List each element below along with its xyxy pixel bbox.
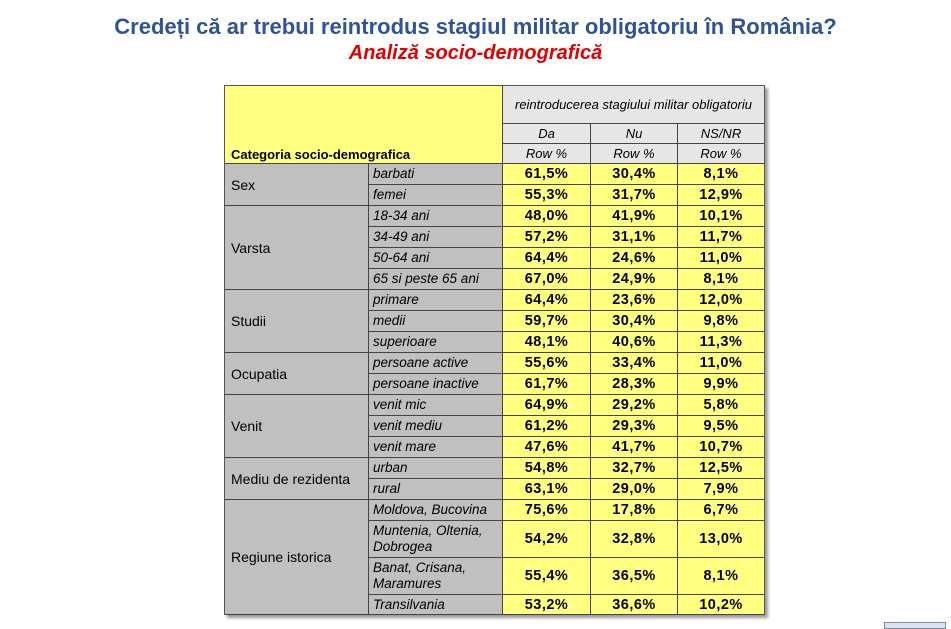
table-cell: 8,1% bbox=[678, 269, 764, 290]
table-cell: 36,5% bbox=[591, 558, 678, 595]
table-cell: 8,1% bbox=[678, 164, 764, 185]
table-cell: 57,2% bbox=[503, 227, 591, 248]
table-cell: 10,1% bbox=[678, 206, 764, 227]
row-label: venit mic bbox=[369, 395, 503, 416]
category-header: Categoria socio-demografica bbox=[225, 86, 503, 164]
page-title: Credeți că ar trebui reintrodus stagiul militar obligatoriu în România? bbox=[114, 14, 837, 39]
table-cell: 28,3% bbox=[591, 374, 678, 395]
table-cell: 23,6% bbox=[591, 290, 678, 311]
row-label: Muntenia, Oltenia, Dobrogea bbox=[369, 521, 503, 558]
row-label: 34-49 ani bbox=[369, 227, 503, 248]
group-label: Varsta bbox=[225, 206, 369, 290]
table-cell: 36,6% bbox=[591, 595, 678, 615]
row-label: Transilvania bbox=[369, 595, 503, 615]
group-label: Venit bbox=[225, 395, 369, 458]
row-pct-label: Row % bbox=[678, 144, 764, 164]
table-cell: 55,3% bbox=[503, 185, 591, 206]
col-header-nu: Nu bbox=[591, 124, 678, 144]
slide-nav-widget[interactable] bbox=[884, 622, 946, 629]
table-cell: 24,9% bbox=[591, 269, 678, 290]
row-label: femei bbox=[369, 185, 503, 206]
table-cell: 5,8% bbox=[678, 395, 764, 416]
table-cell: 61,5% bbox=[503, 164, 591, 185]
table-cell: 10,7% bbox=[678, 437, 764, 458]
table-cell: 11,7% bbox=[678, 227, 764, 248]
table-cell: 7,9% bbox=[678, 479, 764, 500]
table-cell: 61,2% bbox=[503, 416, 591, 437]
table-cell: 24,6% bbox=[591, 248, 678, 269]
crosstab-table bbox=[224, 85, 765, 615]
table-cell: 30,4% bbox=[591, 311, 678, 332]
table-cell: 54,2% bbox=[503, 521, 591, 558]
table-cell: 32,7% bbox=[591, 458, 678, 479]
col-header-nsnr: NS/NR bbox=[678, 124, 764, 144]
table-cell: 75,6% bbox=[503, 500, 591, 521]
table-cell: 48,1% bbox=[503, 332, 591, 353]
table-cell: 59,7% bbox=[503, 311, 591, 332]
table-cell: 63,1% bbox=[503, 479, 591, 500]
table-cell: 64,4% bbox=[503, 248, 591, 269]
table-cell: 64,9% bbox=[503, 395, 591, 416]
row-label: rural bbox=[369, 479, 503, 500]
table-cell: 40,6% bbox=[591, 332, 678, 353]
table-cell: 13,0% bbox=[678, 521, 764, 558]
group-header: reintroducerea stagiului militar obligatoriu bbox=[503, 86, 764, 124]
row-pct-label: Row % bbox=[591, 144, 678, 164]
table-cell: 67,0% bbox=[503, 269, 591, 290]
row-label: medii bbox=[369, 311, 503, 332]
table-cell: 9,8% bbox=[678, 311, 764, 332]
table-cell: 29,2% bbox=[591, 395, 678, 416]
table-cell: 29,0% bbox=[591, 479, 678, 500]
col-header-da: Da bbox=[503, 124, 591, 144]
row-label: 18-34 ani bbox=[369, 206, 503, 227]
table-cell: 55,6% bbox=[503, 353, 591, 374]
page-subtitle: Analiză socio-demografică bbox=[348, 42, 603, 64]
table-cell: 31,1% bbox=[591, 227, 678, 248]
table-cell: 12,5% bbox=[678, 458, 764, 479]
table-cell: 47,6% bbox=[503, 437, 591, 458]
row-label: urban bbox=[369, 458, 503, 479]
group-label: Studii bbox=[225, 290, 369, 353]
table-cell: 41,7% bbox=[591, 437, 678, 458]
row-label: superioare bbox=[369, 332, 503, 353]
table-cell: 61,7% bbox=[503, 374, 591, 395]
table-cell: 33,4% bbox=[591, 353, 678, 374]
table-cell: 41,9% bbox=[591, 206, 678, 227]
group-label: Sex bbox=[225, 164, 369, 206]
table-cell: 11,0% bbox=[678, 353, 764, 374]
group-label: Ocupatia bbox=[225, 353, 369, 395]
table-cell: 9,9% bbox=[678, 374, 764, 395]
table-cell: 17,8% bbox=[591, 500, 678, 521]
group-label: Regiune istorica bbox=[225, 500, 369, 615]
row-label: persoane active bbox=[369, 353, 503, 374]
row-label: barbati bbox=[369, 164, 503, 185]
table-cell: 12,9% bbox=[678, 185, 764, 206]
table-cell: 10,2% bbox=[678, 595, 764, 615]
table-cell: 48,0% bbox=[503, 206, 591, 227]
row-label: 50-64 ani bbox=[369, 248, 503, 269]
table-cell: 30,4% bbox=[591, 164, 678, 185]
table-cell: 64,4% bbox=[503, 290, 591, 311]
row-label: venit mare bbox=[369, 437, 503, 458]
row-label: venit mediu bbox=[369, 416, 503, 437]
table-cell: 54,8% bbox=[503, 458, 591, 479]
table-cell: 12,0% bbox=[678, 290, 764, 311]
table-cell: 29,3% bbox=[591, 416, 678, 437]
table-cell: 55,4% bbox=[503, 558, 591, 595]
table-cell: 11,3% bbox=[678, 332, 764, 353]
group-label: Mediu de rezidenta bbox=[225, 458, 369, 500]
row-label: 65 si peste 65 ani bbox=[369, 269, 503, 290]
table-cell: 8,1% bbox=[678, 558, 764, 595]
row-label: Moldova, Bucovina bbox=[369, 500, 503, 521]
row-label: primare bbox=[369, 290, 503, 311]
table-cell: 32,8% bbox=[591, 521, 678, 558]
table-cell: 6,7% bbox=[678, 500, 764, 521]
row-label: persoane inactive bbox=[369, 374, 503, 395]
table-cell: 53,2% bbox=[503, 595, 591, 615]
row-pct-label: Row % bbox=[503, 144, 591, 164]
table-cell: 9,5% bbox=[678, 416, 764, 437]
row-label: Banat, Crisana, Maramures bbox=[369, 558, 503, 595]
table-cell: 11,0% bbox=[678, 248, 764, 269]
table-cell: 31,7% bbox=[591, 185, 678, 206]
